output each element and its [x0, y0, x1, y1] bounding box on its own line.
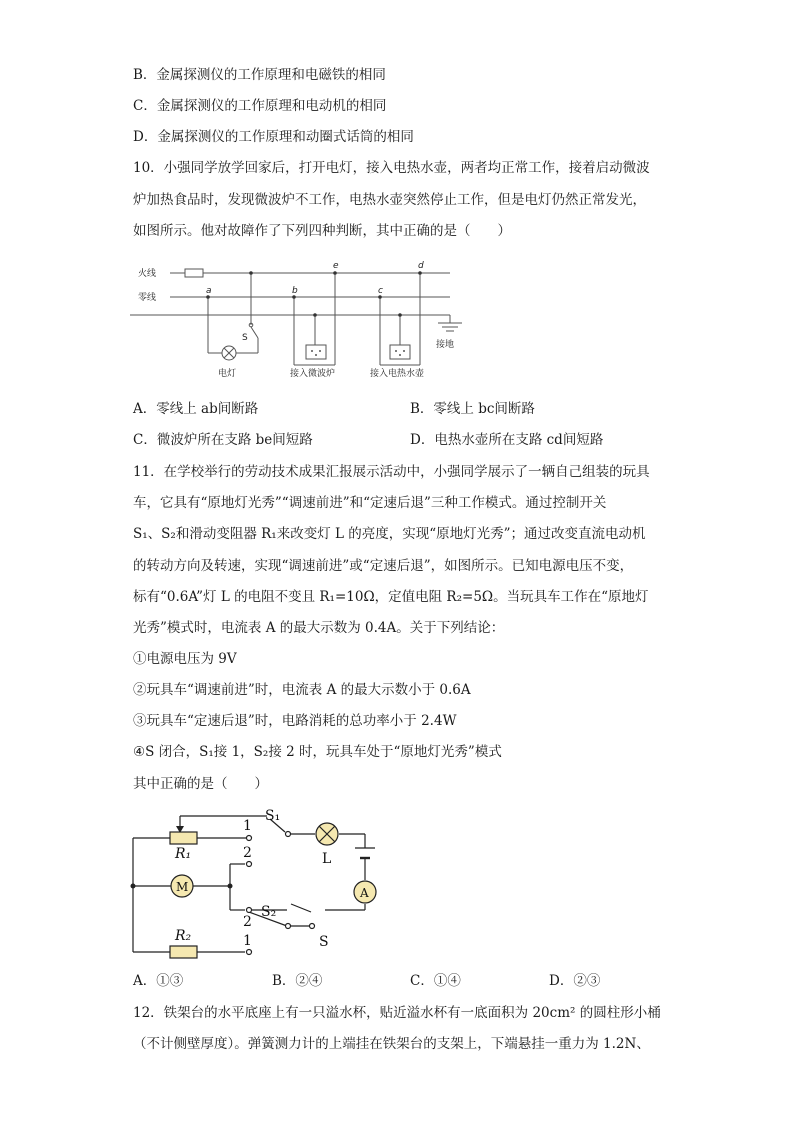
q10-stem-line-1: 10．小强同学放学回家后，打开电灯，接入电热水壶，两者均正常工作，接着启动微波 — [133, 160, 650, 176]
ground-label: 接地 — [436, 340, 455, 350]
q11-option-a: A．①③ — [133, 973, 184, 989]
q12-stem-line-1: 12．铁架台的水平底座上有一只溢水杯，贴近溢水杯有一底面积为 20cm² 的圆柱形小桶 — [133, 1005, 661, 1021]
motor-m-label: M — [176, 880, 189, 894]
point-c-label: c — [378, 286, 383, 296]
q11-option-c: C．①④ — [410, 973, 461, 989]
q11-stem-line-1: 11．在学校举行的劳动技术成果汇报展示活动中，小强同学展示了一辆自己组装的玩具 — [133, 464, 650, 480]
q11-prompt: 其中正确的是（ ） — [133, 776, 268, 792]
q10-option-b: B．零线上 bc间断路 — [410, 401, 535, 417]
q10-stem-line-3: 如图所示。他对故障作了下列四种判断，其中正确的是（ ） — [133, 223, 511, 239]
terminal-label-2-lower: 2 — [243, 914, 252, 930]
q10-stem-line-2: 炉加热食品时，发现微波炉不工作，电热水壶突然停止工作，但是电灯仍然正常发光， — [133, 192, 646, 208]
q11-statement-1: ①电源电压为 9V — [133, 651, 237, 667]
q10-option-c: C．微波炉所在支路 be间短路 — [133, 432, 313, 448]
q11-stem-line-2: 车，它具有“原地灯光秀”“调速前进”和“定速后退”三种工作模式。通过控制开关 — [133, 495, 607, 511]
r1-label: R₁ — [175, 846, 192, 862]
terminal-label-1-bottom: 1 — [243, 933, 252, 949]
q12-stem-line-2: （不计侧壁厚度）。弹簧测力计的上端挂在铁架台的支架上，下端悬挂一重力为 1.2N、 — [133, 1036, 650, 1052]
point-e-label: e — [333, 261, 339, 271]
microwave-label: 接入微波炉 — [290, 369, 336, 379]
q11-option-b: B．②④ — [272, 973, 323, 989]
live-wire-label: 火线 — [138, 269, 157, 279]
neutral-wire-label: 零线 — [138, 293, 157, 303]
q11-stem-line-5: 标有“0.6A”灯 L 的电阻不变且 R₁=10Ω，定值电阻 R₂=5Ω。当玩具车工作在“原地灯 — [133, 589, 649, 605]
s-label: S — [319, 934, 329, 950]
q10-option-a: A．零线上 ab间断路 — [133, 401, 259, 417]
lamp-l-label: L — [322, 851, 332, 867]
q9-option-b: B．金属探测仪的工作原理和电磁铁的相同 — [133, 67, 386, 83]
r2-label: R₂ — [175, 928, 192, 944]
q11-stem-line-3: S₁、S₂和滑动变阻器 R₁来改变灯 L 的亮度，实现“原地灯光秀”；通过改变直流电动机 — [133, 526, 646, 542]
point-a-label: a — [206, 286, 212, 296]
kettle-label: 接入电热水壶 — [370, 369, 425, 379]
terminal-label-1-top: 1 — [243, 818, 252, 834]
terminal-label-2-upper: 2 — [243, 845, 252, 861]
q11-toy-car-circuit-figure — [125, 800, 385, 960]
q11-stem-line-6: 光秀”模式时，电流表 A 的最大示数为 0.4A。关于下列结论： — [133, 620, 505, 636]
q11-statement-2: ②玩具车“调速前进”时，电流表 A 的最大示数小于 0.6A — [133, 682, 471, 698]
q11-stem-line-4: 的转动方向及转速，实现“调速前进”或“定速后退”，如图所示。已知电源电压不变， — [133, 558, 634, 574]
point-b-label: b — [292, 286, 298, 296]
point-d-label: d — [418, 261, 424, 271]
lamp-label: 电灯 — [218, 369, 237, 379]
q10-option-d: D．电热水壶所在支路 cd间短路 — [410, 432, 604, 448]
s2-label: S₂ — [261, 904, 277, 920]
ammeter-a-label: A — [360, 886, 369, 900]
q11-statement-3: ③玩具车“定速后退”时，电路消耗的总功率小于 2.4W — [133, 713, 457, 729]
q10-household-circuit-figure — [130, 255, 470, 385]
q11-statement-4: ④S 闭合，S₁接 1，S₂接 2 时，玩具车处于“原地灯光秀”模式 — [133, 744, 502, 760]
switch-label: S — [242, 333, 248, 343]
q9-option-d: D．金属探测仪的工作原理和动圈式话筒的相同 — [133, 129, 414, 145]
s1-label: S₁ — [265, 808, 281, 824]
q9-option-c: C．金属探测仪的工作原理和电动机的相同 — [133, 98, 387, 114]
q11-option-d: D．②③ — [549, 973, 601, 989]
